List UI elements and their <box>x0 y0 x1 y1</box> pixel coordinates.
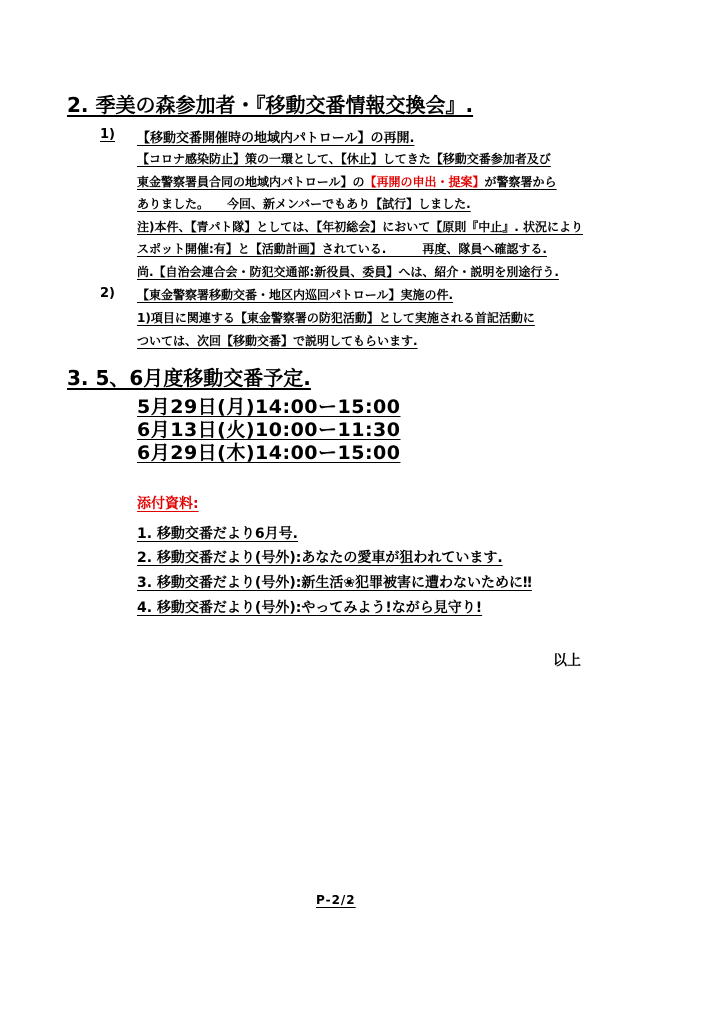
item-1-line-3: ありました。 今回、新メンバーでもあり【試行】しました. <box>137 197 471 211</box>
section-2-heading: 2. 季美の森参加者・『移動交番情報交換会』. <box>67 93 474 117</box>
item-2-line-1: 1)項目に関連する【東金警察署の防犯活動】として実施される首記活動に <box>137 311 535 325</box>
item-1-line-2-post: が警察署から <box>484 175 557 189</box>
section-3-heading: 3. 5、6月度移動交番予定. <box>67 366 311 390</box>
item-2-line-2: ついては、次回【移動交番】で説明してもらいます. <box>137 334 418 348</box>
item-1-highlight-red: 【再開の申出・提案】 <box>364 175 485 189</box>
item-1-title: 【移動交番開催時の地域内パトロール】の再開. <box>137 131 415 146</box>
item-2-number: 2) <box>100 286 115 301</box>
schedule-item: 6月29日(木)14:00ー15:00 <box>137 442 401 464</box>
item-1-line-4: 注)本件、【青パト隊】としては、【年初総会】において【原則『中止』. 状況により <box>137 220 583 234</box>
page-number: P-2/2 <box>316 893 356 907</box>
attachments-heading: 添付資料: <box>137 496 199 512</box>
closing-text: 以上 <box>553 653 581 669</box>
item-2-title: 【東金警察署移動交番・地区内巡回パトロール】実施の件. <box>137 288 454 302</box>
item-1-line-1: 【コロナ感染防止】策の一環として、【休止】してきた【移動交番参加者及び <box>137 152 551 166</box>
attachment-item: 4. 移動交番だより(号外):やってみよう!ながら見守り! <box>137 600 483 616</box>
item-1-line-6: 尚.【自治会連合会・防犯交通部:新役員、委員】へは、紹介・説明を別途行う. <box>137 265 559 279</box>
item-1-line-2-pre: 東金警察署員合同の地域内パトロール】の <box>137 175 365 189</box>
schedule-item: 5月29日(月)14:00ー15:00 <box>137 396 401 418</box>
item-1-line-5: スポット開催:有】と【活動計画】されている. 再度、隊員へ確認する. <box>137 242 547 256</box>
schedule-item: 6月13日(火)10:00ー11:30 <box>137 419 401 441</box>
attachment-item: 2. 移動交番だより(号外):あなたの愛車が狙われています. <box>137 550 503 566</box>
item-1-line-2 <box>137 173 557 190</box>
attachment-item: 1. 移動交番だより6月号. <box>137 526 298 542</box>
attachment-item: 3. 移動交番だより(号外):新生活❀犯罪被害に遭わないために‼ <box>137 575 532 591</box>
item-1-number: 1) <box>100 127 115 142</box>
